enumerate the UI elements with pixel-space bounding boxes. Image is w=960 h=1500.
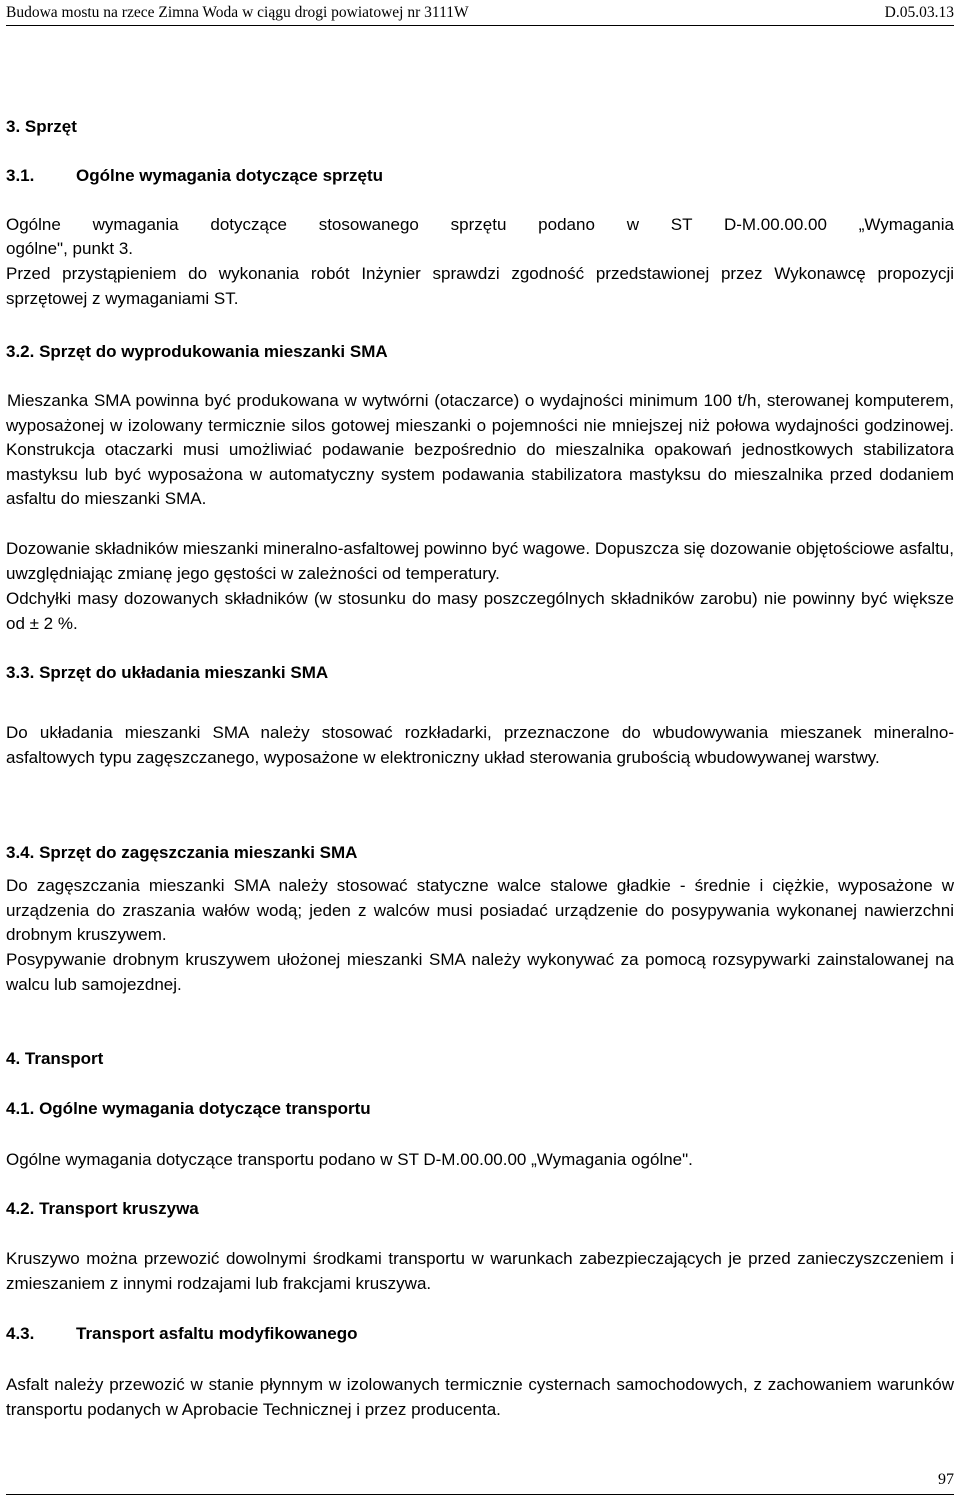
- section-3-1-paragraph-1a: Ogólne wymagania dotyczące stosowanego sprzętu podano w ST D-M.00.00.00 „Wymagania: [6, 215, 954, 234]
- section-4-2-paragraph-1: Kruszywo można przewozić dowolnymi środkami transportu w warunkach zabezpieczających je przed zanieczyszczeniem i zmieszaniem z innymi rodzajami lub frakcjami kruszywa.: [6, 1249, 954, 1293]
- section-4-3-number: 4.3.: [6, 1324, 35, 1343]
- section-4-3-paragraph-1: Asfalt należy przewozić w stanie płynnym w izolowanych termicznie cysternach samochodowych, z zachowaniem warunków transportu podanych w Aprobacie Technicznej i przez producenta.: [6, 1375, 954, 1419]
- section-3-2-paragraph-2: Dozowanie składników mieszanki mineralno-asfaltowej powinno być wagowe. Dopuszcza się dozowanie objętościowe asfaltu, uwzględniając zmianę jego gęstości w zależności od temperatury.: [6, 539, 954, 583]
- section-4-2-heading: 4.2. Transport kruszywa: [6, 1199, 199, 1218]
- section-3-2-paragraph-3: Odchyłki masy dozowanych składników (w stosunku do masy poszczególnych składników zarobu) nie powinny być większe od ± 2 %.: [6, 589, 954, 633]
- page-number: 97: [938, 1471, 954, 1488]
- footer-rule: [6, 1494, 954, 1495]
- section-4-3-heading: [6, 1322, 954, 1347]
- header-title: Budowa mostu na rzece Zimna Woda w ciągu drogi powiatowej nr 3111W: [6, 4, 469, 21]
- section-3-heading: 3. Sprzęt: [6, 117, 77, 136]
- page-header: [6, 3, 954, 26]
- section-3-4-paragraph-2: Posypywanie drobnym kruszywem ułożonej mieszanki SMA należy wykonywać za pomocą rozsypywarki zainstalowanej na walcu lub samojezdnej.: [6, 950, 954, 994]
- section-3-2-heading: 3.2. Sprzęt do wyprodukowania mieszanki SMA: [6, 342, 388, 361]
- section-3-1-title: Ogólne wymagania dotyczące sprzętu: [76, 166, 384, 185]
- section-3-4-heading: 3.4. Sprzęt do zagęszczania mieszanki SMA: [6, 843, 358, 862]
- section-3-3-heading: 3.3. Sprzęt do układania mieszanki SMA: [6, 663, 329, 682]
- section-3-2-paragraph-1: Mieszanka SMA powinna być produkowana w wytwórni (otaczarce) o wydajności minimum 100 t/h, sterowanej komputerem, wyposażonej w izolowany termicznie silos gotowej mieszanki o pojemności nie mniejszej niż połowa wydajności godzinowej. Konstrukcja otaczarki musi umożliwiać podawanie bezpośrednio do mieszalnika opakowań jednostkowych stabilizatora mastyksu lub być wyposażona w automatyczny system podawania stabilizatora mastyksu do mieszalnika przed dodaniem asfaltu do mieszanki SMA.: [6, 391, 954, 508]
- section-4-heading: 4. Transport: [6, 1049, 104, 1068]
- section-3-1-paragraph-2: Przed przystąpieniem do wykonania robót Inżynier sprawdzi zgodność przedstawionej przez Wykonawcę propozycji sprzętowej z wymaganiami ST.: [6, 264, 954, 308]
- section-3-1-number: 3.1.: [6, 166, 35, 185]
- section-3-1-paragraph-1b: ogólne", punkt 3.: [6, 239, 134, 258]
- section-3-4-paragraph-1: Do zagęszczania mieszanki SMA należy stosować statyczne walce stalowe gładkie - średnie i ciężkie, wyposażone w urządzenia do zraszania wałów wodą; jeden z walców musi posiadać urządzenie do posypywania wykonanej nawierzchni drobnym kruszywem.: [6, 876, 954, 944]
- section-4-1-heading: 4.1. Ogólne wymagania dotyczące transportu: [6, 1099, 371, 1118]
- section-4-3-title: Transport asfaltu modyfikowanego: [76, 1324, 358, 1343]
- section-3-1-heading: [6, 164, 954, 189]
- section-3-3-paragraph-1: Do układania mieszanki SMA należy stosować rozkładarki, przeznaczone do wbudowywania mieszanek mineralno-asfaltowych typu zagęszczanego, wyposażone w elektroniczny układ sterowania grubością wbudowywanej warstwy.: [6, 723, 954, 767]
- header-document-code: D.05.03.13: [884, 4, 954, 21]
- section-4-1-paragraph-1: Ogólne wymagania dotyczące transportu podano w ST D-M.00.00.00 „Wymagania ogólne".: [6, 1150, 693, 1169]
